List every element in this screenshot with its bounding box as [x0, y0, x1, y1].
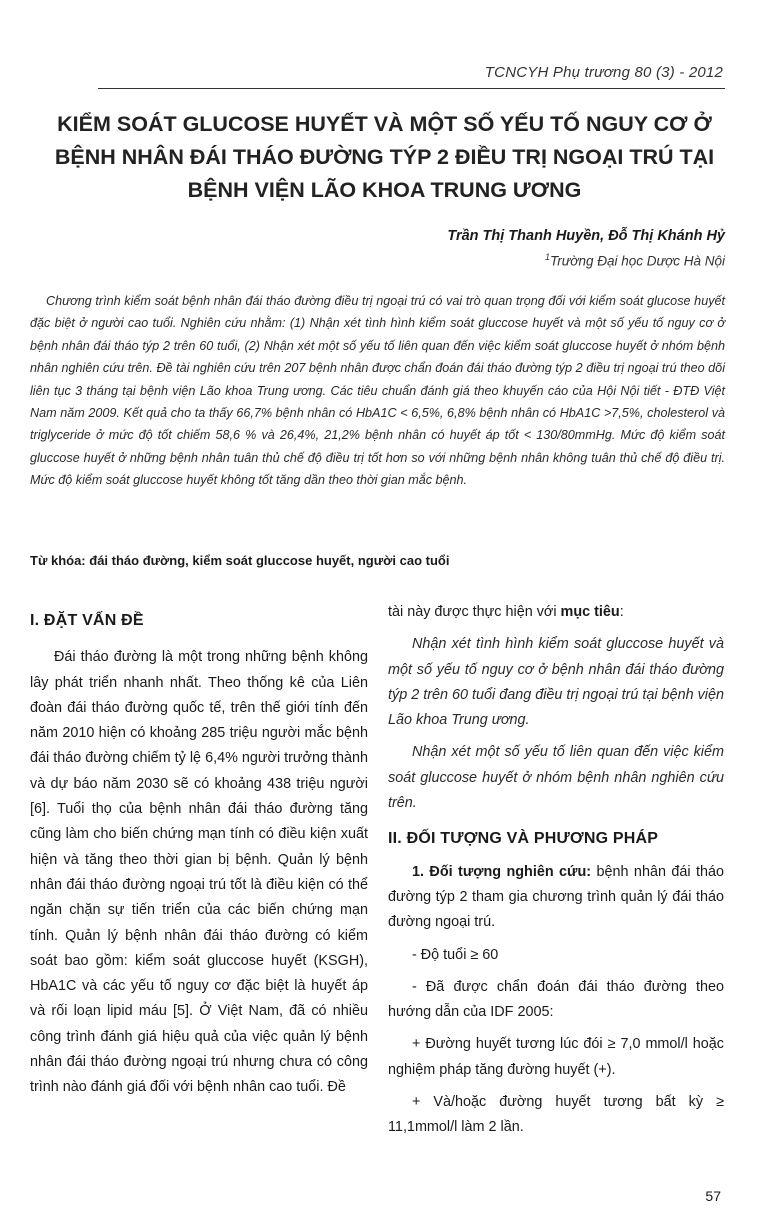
- running-head: TCNCYH Phụ trương 80 (3) - 2012: [484, 64, 723, 81]
- subjects-text: bệnh nhân đái tháo đường týp 2 tham gia chương trình quản lý đái tháo đường ngoại trú.: [388, 863, 725, 931]
- authors: Trần Thị Thanh Huyền, Đỗ Thị Khánh Hỷ: [447, 228, 725, 244]
- page-number: 57: [705, 1188, 721, 1204]
- affiliation: [545, 252, 725, 269]
- introduction-paragraph: Đái tháo đường là một trong những bệnh không lây phát triển nhanh nhất. Theo thống kê của Liên đoàn đái tháo đường quốc tế, trên thế giới tính đến năm 2010 hiện có khoảng 285 triệu người mắc bệnh đái tháo đường chiếm tỷ lệ 6,4% người trưởng thành và dự báo năm 2030 sẽ có khoảng 438 triệu người [6]. Tuổi thọ của bệnh nhân đái tháo đường tăng cũng làm cho biến chứng mạn tính có điều kiện xuất hiện và tăng theo thời gian bị bệnh. Quản lý bệnh nhân đái tháo đường ngoại trú tốt là điều kiện có thể ngăn chặn sự tiến triển của các biến chứng mạn tính. Quản lý bệnh nhân đái tháo đường có kiểm soát bao gồm: kiểm soát gluccose huyết (KSGH), HbA1C và các yếu tố nguy cơ đặc biệt là huyết áp và rối loạn lipid máu [5]. Ở Việt Nam, đã có nhiều công trình đánh giá hiệu quả của việc quản lý bệnh nhân đái tháo đường ngoại trú nhưng chưa có công trình nào đánh giá đối với bệnh nhân cao tuổi. Đề: [30, 649, 369, 1096]
- objectives-intro-text: tài này được thực hiện với: [388, 604, 561, 620]
- criteria-age: - Độ tuổi ≥ 60: [412, 946, 499, 963]
- title-line: KIỂM SOÁT GLUCOSE HUYẾT VÀ MỘT SỐ YẾU TỐ NGUY CƠ Ở: [57, 112, 712, 136]
- criteria-random-glucose: + Và/hoặc đường huyết tương bất kỳ ≥ 11,1mmol/l làm 2 lần.: [388, 1094, 724, 1136]
- subjects-paragraph: [388, 860, 724, 936]
- article-title: [20, 108, 749, 207]
- abstract: Chương trình kiểm soát bệnh nhân đái tháo đường điều trị ngoại trú có vai trò quan trọng đối với kiểm soát glucose huyết đặc biệt ở người cao tuổi. Nghiên cứu nhằm: (1) Nhận xét tình hình kiểm soát gluccose huyết và một số yếu tố nguy cơ ở bệnh nhân đái tháo týp 2 trên 60 tuổi, (2) Nhận xét một số yếu tố liên quan đến việc kiểm soát gluccose huyết ở nhóm bệnh nhân nghiên cứu trên. Đề tài nghiên cứu trên 207 bệnh nhân được chẩn đoán đái tháo đường týp 2 điều trị ngoại trú theo dõi liên tục 3 tháng tại bệnh viện Lão khoa Trung ương. Các tiêu chuẩn đánh giá theo khuyến cáo của Hội Nội tiết - ĐTĐ Việt Nam năm 2009. Kết quả cho ta thấy 66,7% bệnh nhân có HbA1C < 6,5%, 6,8% bệnh nhân có HbA1C >7,5%, cholesterol và triglyceride ở mức độ tốt chiếm 58,6 % và 26,4%, 21,2% bệnh nhân có huyết áp tốt < 130/80mmHg. Mức độ kiểm soát gluccose huyết ở những bệnh nhân tuân thủ chế độ điều trị tốt hơn so với những bệnh nhân không tuân thủ chế độ điều trị. Mức độ kiểm soát gluccose huyết không tốt tăng dần theo thời gian mắc bệnh.: [30, 294, 725, 488]
- affiliation-text: Trường Đại học Dược Hà Nội: [550, 253, 725, 269]
- objectives-label: mục tiêu: [560, 604, 620, 620]
- criteria-fasting-glucose: + Đường huyết tương lúc đói ≥ 7,0 mmol/l hoặc nghiệm pháp tăng đường huyết (+).: [388, 1036, 724, 1078]
- subjects-label: 1. Đối tượng nghiên cứu:: [412, 863, 592, 880]
- objectives-colon: :: [619, 604, 624, 620]
- objectives-intro: [388, 600, 724, 625]
- criteria-diagnosis: - Đã được chẩn đoán đái tháo đường theo hướng dẫn của IDF 2005:: [388, 978, 724, 1021]
- objective-1: Nhận xét tình hình kiểm soát gluccose huyết và một số yếu tố nguy cơ ở bệnh nhân đái tháo đường týp 2 trên 60 tuổi đang điều trị ngoại trú tại bệnh viện Lão khoa Trung ương.: [388, 636, 725, 729]
- title-line: BỆNH VIỆN LÃO KHOA TRUNG ƯƠNG: [187, 178, 582, 202]
- section-heading-introduction: I. ĐẶT VẤN ĐỀ: [30, 612, 144, 629]
- left-column: [30, 600, 368, 1101]
- keywords: Từ khóa: đái tháo đường, kiểm soát gluccose huyết, người cao tuổi: [30, 553, 450, 568]
- right-column: [388, 600, 724, 1141]
- objective-2: Nhận xét một số yếu tố liên quan đến việc kiểm soát gluccose huyết ở nhóm bệnh nhân nghiên cứu trên.: [388, 744, 724, 812]
- header-rule: [98, 88, 725, 89]
- section-heading-methods: II. ĐỐI TƯỢNG VÀ PHƯƠNG PHÁP: [388, 830, 659, 848]
- title-line: BỆNH NHÂN ĐÁI THÁO ĐƯỜNG TÝP 2 ĐIỀU TRỊ NGOẠI TRÚ TẠI: [54, 145, 715, 169]
- affiliation-mark: 1: [545, 252, 551, 262]
